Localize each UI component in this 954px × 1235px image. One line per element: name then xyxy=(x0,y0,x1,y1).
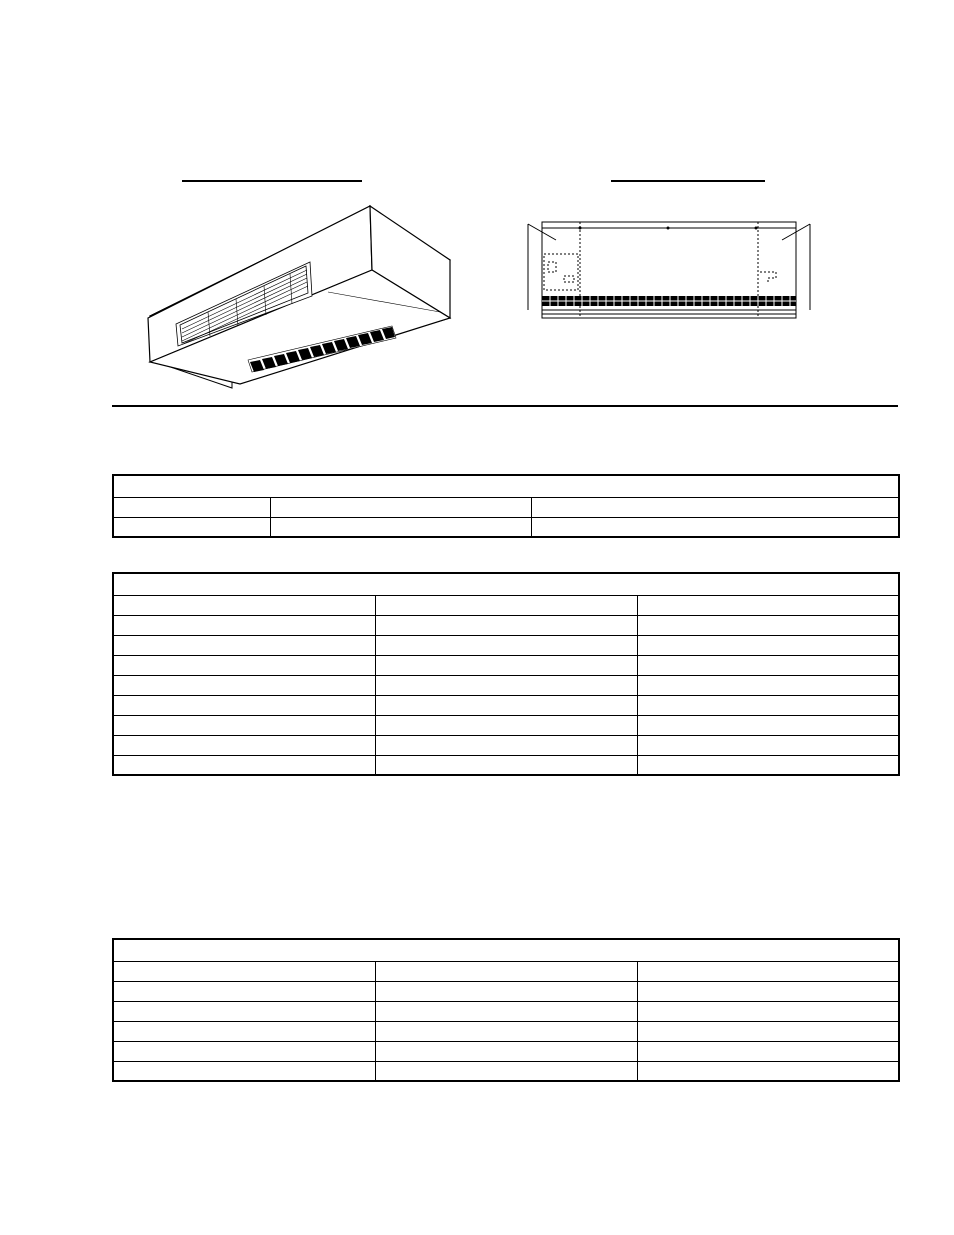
section-divider xyxy=(112,405,898,407)
table-row xyxy=(113,961,899,981)
table-row xyxy=(113,715,899,735)
table-row xyxy=(113,497,899,517)
table-row xyxy=(113,517,899,537)
table-row xyxy=(113,1021,899,1041)
table-1-title xyxy=(113,475,899,497)
table-row xyxy=(113,595,899,615)
left-figure-title-rule xyxy=(182,180,362,182)
table-row xyxy=(113,675,899,695)
table-row xyxy=(113,735,899,755)
table-row xyxy=(113,755,899,775)
table-row xyxy=(113,1041,899,1061)
right-figure-title-rule xyxy=(611,180,765,182)
table-3-title xyxy=(113,939,899,961)
spec-table-3 xyxy=(112,938,900,1082)
table-2-title xyxy=(113,573,899,595)
spec-table-2 xyxy=(112,572,900,776)
spec-table-1 xyxy=(112,474,900,538)
table-row xyxy=(113,695,899,715)
table-row xyxy=(113,655,899,675)
table-row xyxy=(113,1061,899,1081)
table-row xyxy=(113,981,899,1001)
unit-front-elevation-illustration xyxy=(520,214,820,324)
table-row xyxy=(113,615,899,635)
ceiling-unit-isometric-illustration xyxy=(140,200,460,390)
table-row xyxy=(113,1001,899,1021)
table-row xyxy=(113,635,899,655)
